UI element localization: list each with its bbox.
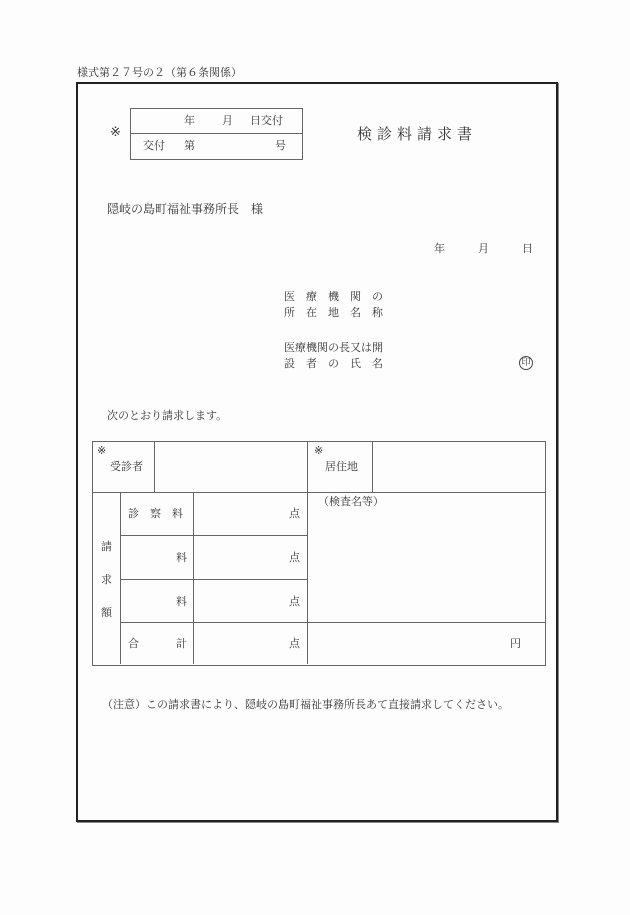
form-number: 様式第２７号の２（第６条関係） (77, 66, 242, 79)
address-field[interactable] (373, 442, 544, 492)
issue-month-label: 月 (222, 114, 233, 127)
claim-label-3: 額 (101, 606, 112, 619)
claim-label-1: 請 (101, 540, 112, 553)
points-unit-1: 点 (289, 507, 300, 520)
issue-number-suffix: 号 (275, 139, 286, 152)
row-label-fee-3: 料 (176, 595, 187, 608)
intro-text: 次のとおり請求します。 (107, 409, 228, 422)
claim-label-2: 求 (101, 573, 112, 586)
note-text: （注意）この請求書により、隠岐の島町福祉事務所長あて直接請求してください。 (102, 698, 509, 711)
date-day: 日 (522, 242, 533, 255)
date-year: 年 (434, 242, 445, 255)
date-month: 月 (478, 242, 489, 255)
issue-year-label: 年 (184, 114, 195, 127)
patient-label: 受診者 (110, 460, 143, 473)
total-label-right: 計 (176, 637, 187, 650)
row-label-fee-2: 料 (176, 551, 187, 564)
total-label-left: 合 (128, 637, 139, 650)
points-unit-total: 点 (289, 637, 300, 650)
yen-unit: 円 (510, 637, 521, 650)
exam-name-label: （検査名等） (318, 495, 384, 508)
address-mark: ※ (314, 444, 324, 457)
issue-number-prefix: 第 (184, 139, 195, 152)
consultation-points-field[interactable] (194, 493, 284, 535)
points-unit-3: 点 (289, 595, 300, 608)
institution-location-label-2: 所 在 地 名 称 (284, 306, 383, 319)
patient-field[interactable] (155, 442, 307, 492)
document-title: 検診料請求書 (357, 125, 478, 143)
issue-mark: ※ (110, 125, 121, 140)
issued-label: 交付 (143, 139, 165, 152)
row-label-consultation: 診 察 料 (128, 507, 183, 520)
addressee: 隠岐の島町福祉事務所長 様 (107, 202, 264, 216)
institution-head-label-2: 設 者 の 氏 名 (284, 357, 383, 370)
institution-head-label-1: 医療機関の長又は開 (284, 341, 383, 354)
fee-3-points-field[interactable] (194, 580, 284, 622)
fee-2-points-field[interactable] (194, 536, 284, 579)
patient-mark: ※ (97, 444, 107, 457)
issue-day-label: 日交付 (250, 114, 283, 127)
institution-location-label-1: 医 療 機 関 の (284, 290, 383, 303)
points-unit-2: 点 (289, 551, 300, 564)
total-points-field[interactable] (194, 623, 284, 664)
total-yen-field[interactable] (308, 623, 506, 664)
seal-icon: 印 (519, 356, 533, 370)
address-label: 居住地 (325, 460, 358, 473)
exam-name-field[interactable] (308, 510, 544, 622)
